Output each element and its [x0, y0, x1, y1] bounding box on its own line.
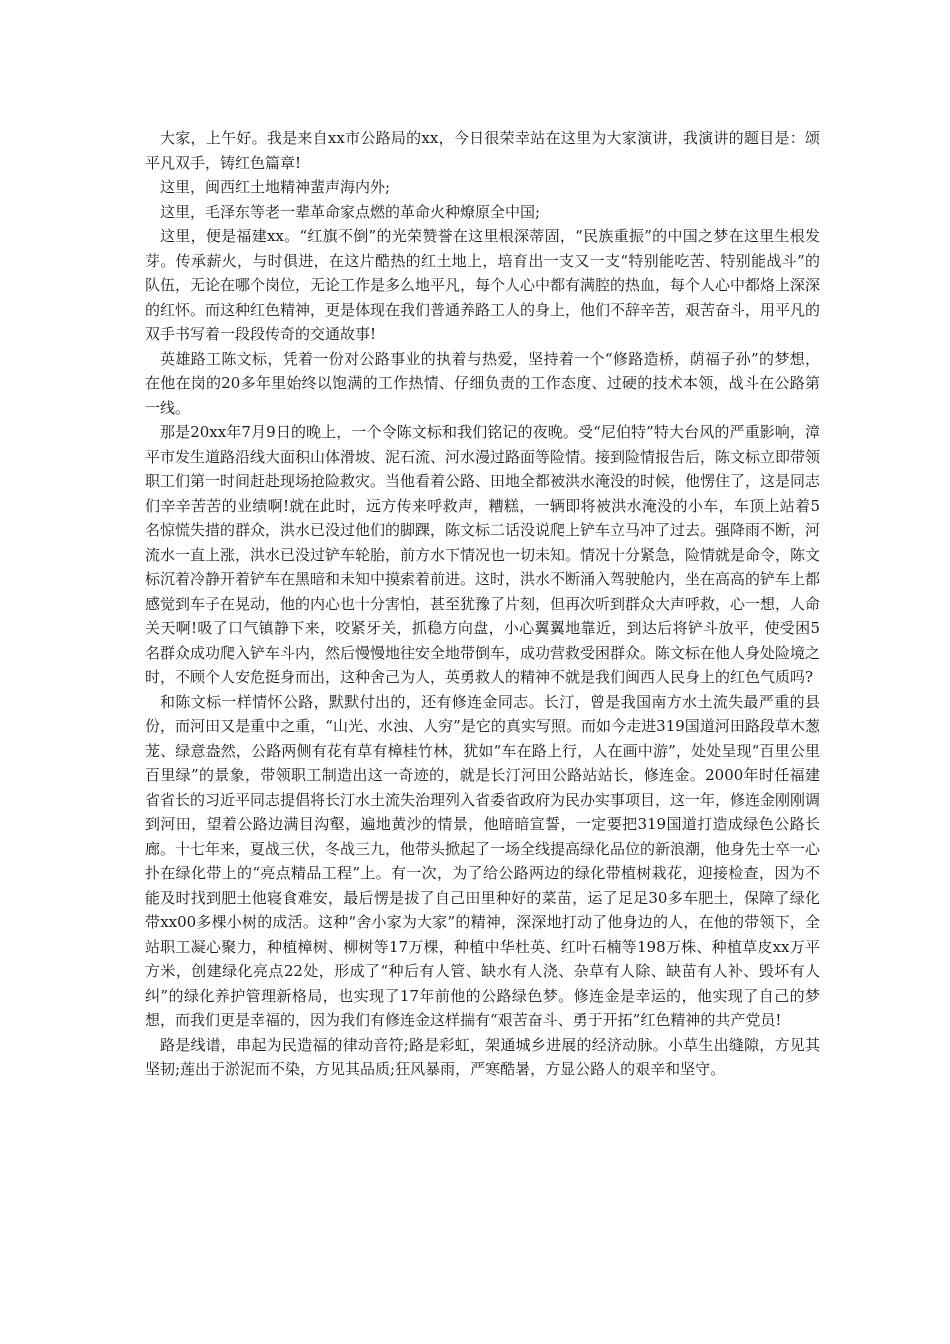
paragraph-chen-story: 那是20xx年7月9日的晚上，一个令陈文标和我们铭记的夜晚。受“尼伯特”特大台风的严重影响，漳平市发生道路沿线大面积山体滑坡、泥石流、河水漫过路面等险情。接到险情报告后，陈文标立即带领职工们第一时间赶赴现场抢险救灾。当他看着公路、田地全都被洪水淹没的时候，他愣住了，这是同志们辛辛苦苦的业绩啊!就在此时，远方传来呼救声，糟糕，一辆即将被洪水淹没的小车，车顶上站着5名惊慌失措的群众，洪水已没过他们的脚踝，陈文标二话没说爬上铲车立马冲了过去。强降雨不断，河流水一直上涨，洪水已没过铲车轮胎，前方水下情况也一切未知。情况十分紧急，险情就是命令，陈文标沉着冷静开着铲车在黑暗和未知中摸索着前进。这时，洪水不断涌入驾驶舱内，坐在高高的铲车上都感觉到车子在晃动，他的内心也十分害怕，甚至犹豫了片刻，但再次听到群众大声呼救，心一想，人命关天啊!吸了口气镇静下来，咬紧牙关，抓稳方向盘，小心翼翼地靠近，到达后将铲斗放平，使受困5名群众成功爬入铲车斗内，然后慢慢地往安全地带倒车，成功营救受困群众。陈文标在他人身处险境之时，不顾个人安危挺身而出，这种舍己为人，英勇救人的精神不就是我们闽西人民身上的红色气质吗? [145, 423, 821, 686]
paragraph-xiu-story: 和陈文标一样情怀公路，默默付出的，还有修连金同志。长汀，曾是我国南方水土流失最严重的县份，而河田又是重中之重，“山光、水浊、人穷”是它的真实写照。而如今走进319国道河田路段草木葱茏、绿意盎然，公路两侧有花有草有樟桂竹林，犹如“车在路上行，人在画中游”，处处呈现“百里公里百里绿”的景象，带领职工制造出这一奇迹的，就是长汀河田公路站站长，修连金。2000年时任福建省省长的习近平同志提倡将长汀水土流失治理列入省委省政府为民办实事项目，这一年，修连金刚刚调到河田，望着公路边满目沟壑，遍地黄沙的情景，他暗暗宣誓，一定要把319国道打造成绿色公路长廊。十七年来，夏战三伏，冬战三九，他带头掀起了一场全线提高绿化品位的新浪潮，他身先士卒一心扑在绿化带上的“亮点精品工程”上。有一次，为了给公路两边的绿化带植树栽花，迎接检查，因为不能及时找到肥土他寝食难安，最后愣是拔了自己田里种好的菜苗，运了足足30多车肥土，保障了绿化带xx00多棵小树的成活。这种“舍小家为大家”的精神，深深地打动了他身边的人，在他的带领下，全站职工凝心聚力，种植樟树、柳树等17万棵，种植中华杜英、红叶石楠等198万株、种植草皮xx万平方米，创建绿化亮点22处，形成了“种后有人管、缺水有人浇、杂草有人除、缺苗有人补、毁坏有人纠”的绿化养护管理新格局，也实现了17年前他的公路绿色梦。修连金是幸运的，他实现了自己的梦想，而我们更是幸福的，因为我们有修连金这样揣有“艰苦奋斗、勇于开拓”红色精神的共产党员! [145, 692, 821, 1029]
paragraph-fujian: 这里，便是福建xx。“红旗不倒”的光荣赞誉在这里根深蒂固，“民族重振”的中国之梦在这里生根发芽。传承薪火，与时俱进，在这片酷热的红土地上，培育出一支又一支“特别能吃苦、特别能战斗”的队伍，无论在哪个岗位，无论工作是多么地平凡，每个人心中都有满腔的热血，每个人心中都烙上深深的红怀。而这种红色精神，更是体现在我们普通养路工人的身上，他们不辞辛苦，艰苦奋斗，用平凡的双手书写着一段段传奇的交通故事! [145, 227, 821, 343]
paragraph-revolution: 这里，毛泽东等老一辈革命家点燃的革命火种燎原全中国; [160, 202, 541, 221]
document-body [145, 126, 820, 1082]
paragraph-chen-intro: 英雄路工陈文标，凭着一份对公路事业的执着与热爱，坚持着一个“修路造桥，荫福子孙”的梦想，在他在岗的20多年里始终以饱满的工作热情、仔细负责的工作态度、过硬的技术本领，战斗在公路第一线。 [145, 349, 820, 417]
paragraph-minxi: 这里，闽西红土地精神蜚声海内外; [160, 178, 391, 196]
paragraph-greeting: 大家，上午好。我是来自xx市公路局的xx，今日很荣幸站在这里为大家演讲，我演讲的题目是：颂平凡双手，铸红色篇章! [145, 129, 820, 172]
paragraph-road: 路是线谱，串起为民造福的律动音符;路是彩虹，架通城乡进展的经济动脉。小草生出缝隙，方见其坚韧;莲出于淤泥而不染，方见其品质;狂风暴雨，严寒酷暑，方显公路人的艰辛和坚守。 [145, 1035, 820, 1078]
